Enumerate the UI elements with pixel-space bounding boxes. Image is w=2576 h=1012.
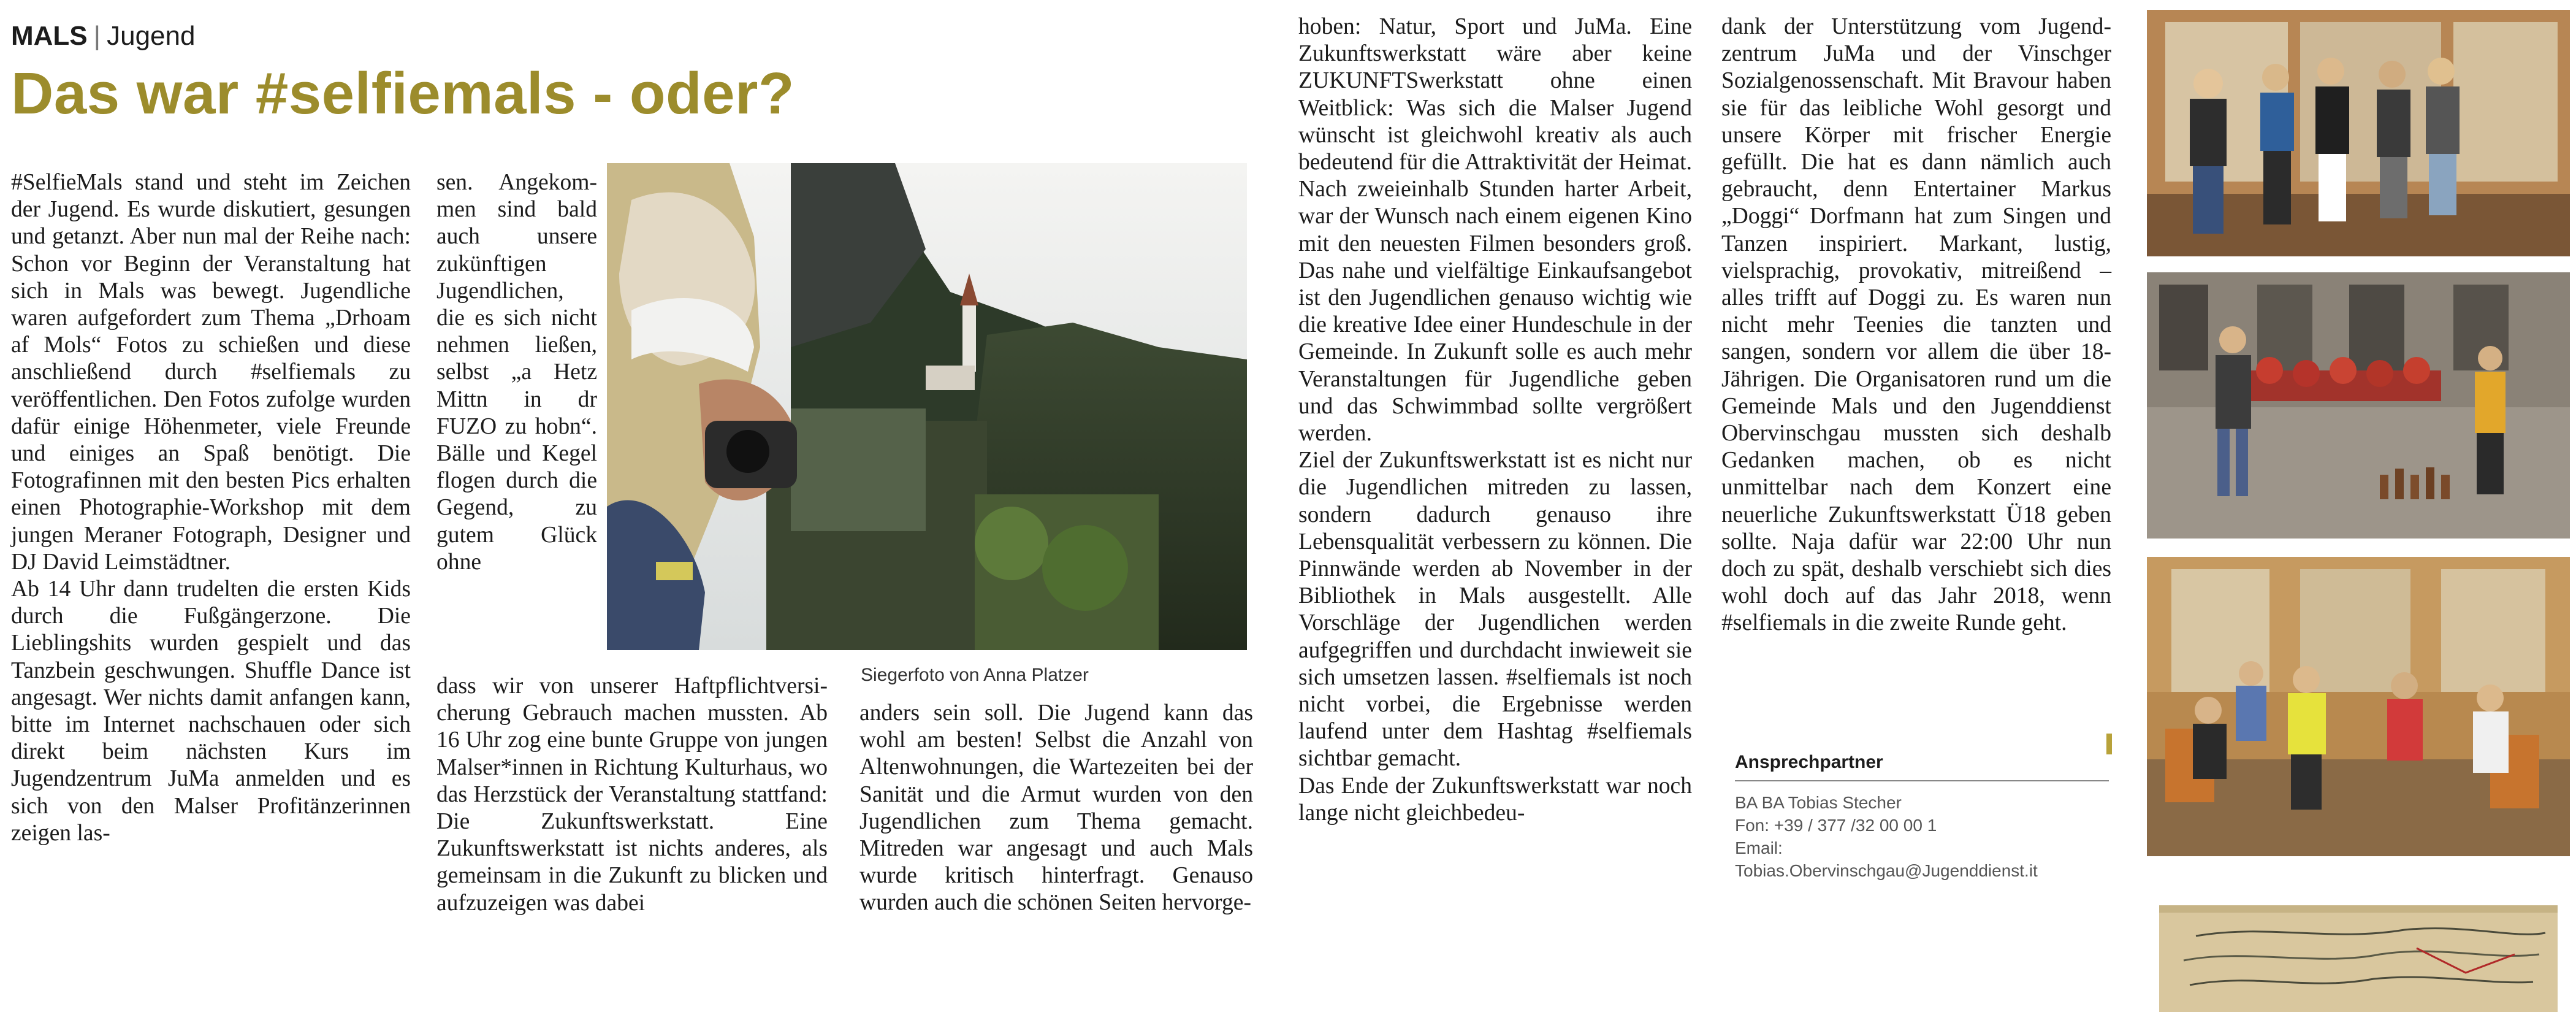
contact-email: Tobias.Obervinschgau@Jugenddienst.it bbox=[1735, 861, 2038, 880]
kicker-separator: | bbox=[93, 21, 101, 51]
photo-street-skittles bbox=[2147, 272, 2570, 539]
contact-phone: Fon: +39 / 377 /32 00 00 1 bbox=[1735, 816, 1937, 835]
contact-name: BA BA Tobias Stecher bbox=[1735, 793, 1902, 812]
article-headline: Das war #selfiemals - oder? bbox=[11, 61, 795, 126]
photo-caption: Siegerfoto von Anna Platzer bbox=[861, 665, 1089, 685]
end-of-article-marker bbox=[2106, 734, 2112, 754]
article-column-4 bbox=[1298, 13, 1692, 827]
article-column-2-top bbox=[436, 169, 597, 576]
paragraph-arrivals: sen. Angekommen sind bald auch unsere zukünftigen Jugendlichen, die es sich nicht nehmen ließen, selbst „a Hetz Mittn in dr FUZO zu hobn“. Bälle und Kegel flogen durch die Gegend, zu gutem Glück ohne bbox=[436, 170, 597, 575]
paragraph-afternoon: Ab 14 Uhr dann trudelten die ersten Kids durch die Fußgängerzone. Die Lieblingshits wurden gespielt und das Tanzbein geschwungen. Shuffle Dance ist angesagt. Wer nichts damit anfangen kann, bitte im Internet nachschauen oder sich direkt beim nächsten Kurs im Jugendzentrum JuMa anmelden und es sich von den Malser Profitänzerinnen zeigen las- bbox=[11, 577, 411, 846]
paragraph-intro: #SelfieMals stand und steht im Zeichen der Jugend. Es wurde diskutiert, gesungen und getanzt. Aber nun mal der Reihe nach: Schon vor Beginn der Veranstaltung hat sich in Mals was bewegt. Jugendliche waren aufgefordert zum Thema „Drhoam af Mols“ Fotos zu schießen und diese anschließend durch #selfiemals zu veröffentlichen. Den Fotos zufolge wurden dafür einige Höhenmeter, viele Freunde und einiges an Spaß benötigt. Die Fotografinnen mit den besten Pics erhalten einen Photographie-Workshop mit dem jungen Meraner Fotograph, Designer und DJ David Leimstädtner. bbox=[11, 170, 411, 575]
photo-wish-board-scene bbox=[2147, 881, 2570, 1012]
article-column-1 bbox=[11, 169, 411, 847]
winning-selfie-photo bbox=[607, 163, 1247, 650]
paragraph-workshop: dass wir von unserer Haftpflichtversicherung Gebrauch machen mussten. Ab 16 Uhr zog eine bunte Gruppe von jungen Malser*innen in Richtung Kulturhaus, wo das Herzstück der Veranstaltung stattfand: Die Zukunftswerkstatt. Eine Zukunftswerkstatt ist nichts anderes, als gemeinsam in die Zukunft zu blicken und aufzuzeigen was dabei bbox=[436, 673, 828, 916]
place-name: MALS bbox=[11, 21, 88, 51]
paragraph-end: Das Ende der Zukunftswerkstatt war noch lange nicht gleichbedeu- bbox=[1298, 773, 1692, 826]
contact-email-label: Email: bbox=[1735, 838, 1783, 857]
section-kicker bbox=[11, 21, 195, 52]
photo-discussion-circle bbox=[2147, 557, 2570, 856]
article-column-2-bottom bbox=[436, 673, 828, 917]
photo-pinboard-workshop bbox=[2147, 10, 2570, 256]
photo-wish-board bbox=[2147, 881, 2570, 1012]
photo-mountain-village bbox=[607, 163, 1247, 650]
photo-discussion-scene bbox=[2147, 557, 2570, 856]
article-column-5 bbox=[1721, 13, 2111, 637]
paragraph-topics: anders sein soll. Die Jugend kann das wohl am besten! Selbst die Anzahl von Altenwohnungen, die Wartezeiten bei der Sanität und die Armut wurden von den Jugendlichen zum Thema gemacht. Mitreden war angesagt und auch Mals wurde kritisch hinterfragt. Genauso wurden auch die schönen Seiten hervorge- bbox=[859, 700, 1253, 916]
contact-details bbox=[1735, 791, 2127, 882]
article-column-3-bottom bbox=[859, 700, 1253, 917]
paragraph-goal: Ziel der Zukunftswerkstatt ist es nicht nur die Jugendlichen mitreden zu lassen, sondern dadurch genauso ihre Lebensqualität verbessern zu können. Die Pinnwände werden ab November in der Bibliothek in Mals ausgestellt. Alle Vorschläge der Jugendlichen werden aufgegriffen und durchdacht inwieweit sie sich umsetzen lassen. #selfiemals ist noch nicht vorbei, die Ergebnisse werden laufend unter dem Hashtag #selfiemals sichtbar gemacht. bbox=[1298, 448, 1692, 772]
photo-street-scene bbox=[2147, 272, 2570, 539]
contact-heading: Ansprechpartner bbox=[1735, 752, 1883, 772]
paragraph-wishes: hoben: Natur, Sport und JuMa. Eine Zukunftswerkstatt wäre aber keine ZUKUNFTSwerkstatt ohne einen Weitblick: Was sich die Malser Jugend wünscht ist gleichwohl kreativ als auch bedeutend für die Attraktivität der Heimat. Nach zweieinhalb Stunden harter Arbeit, war der Wunsch nach einem eigenen Kino mit den neuesten Filmen besonders groß. Das nahe und vielfältige Einkaufsangebot ist den Jugendlichen genauso wichtig wie die kreative Idee einer Hundeschule in der Gemeinde. In Zukunft solle es auch mehr Veranstaltungen für Jugendliche geben und das Schwimmbad sollte vergrößert werden. bbox=[1298, 14, 1692, 447]
contact-divider bbox=[1735, 780, 2109, 781]
paragraph-entertainer: dank der Unterstützung vom Jugendzentrum JuMa und der Vinschger Sozialgenossenschaft. Mit Bravour haben sie für das leibliche Wohl gesorgt und unsere Körper mit frischer Energie gefüllt. Die hat es dann nämlich auch gebraucht, denn Entertainer Markus „Doggi“ Dorfmann hat zum Singen und Tanzen inspiriert. Markant, lustig, vielsprachig, provokativ, mitreißend – alles trifft auf Doggi zu. Es waren nun nicht mehr Teenies die tanzten und sangen, sondern vor allem die über 18-Jährigen. Die Organisatoren rund um die Gemeinde Mals und den Jugenddienst Obervinschgau mussten sich deshalb Gedanken machen, ob es nicht unmittelbar nach dem Konzert eine neuerliche Zukunftswerkstatt Ü18 geben sollte. Naja dafür war 22:00 Uhr nun doch zu spät, deshalb verschiebt sich dies wohl doch auf das Jahr 2018, wenn #selfiemals in die zweite Runde geht. bbox=[1721, 14, 2111, 636]
section-name: Jugend bbox=[107, 21, 196, 51]
photo-pinboard-scene bbox=[2147, 10, 2570, 256]
